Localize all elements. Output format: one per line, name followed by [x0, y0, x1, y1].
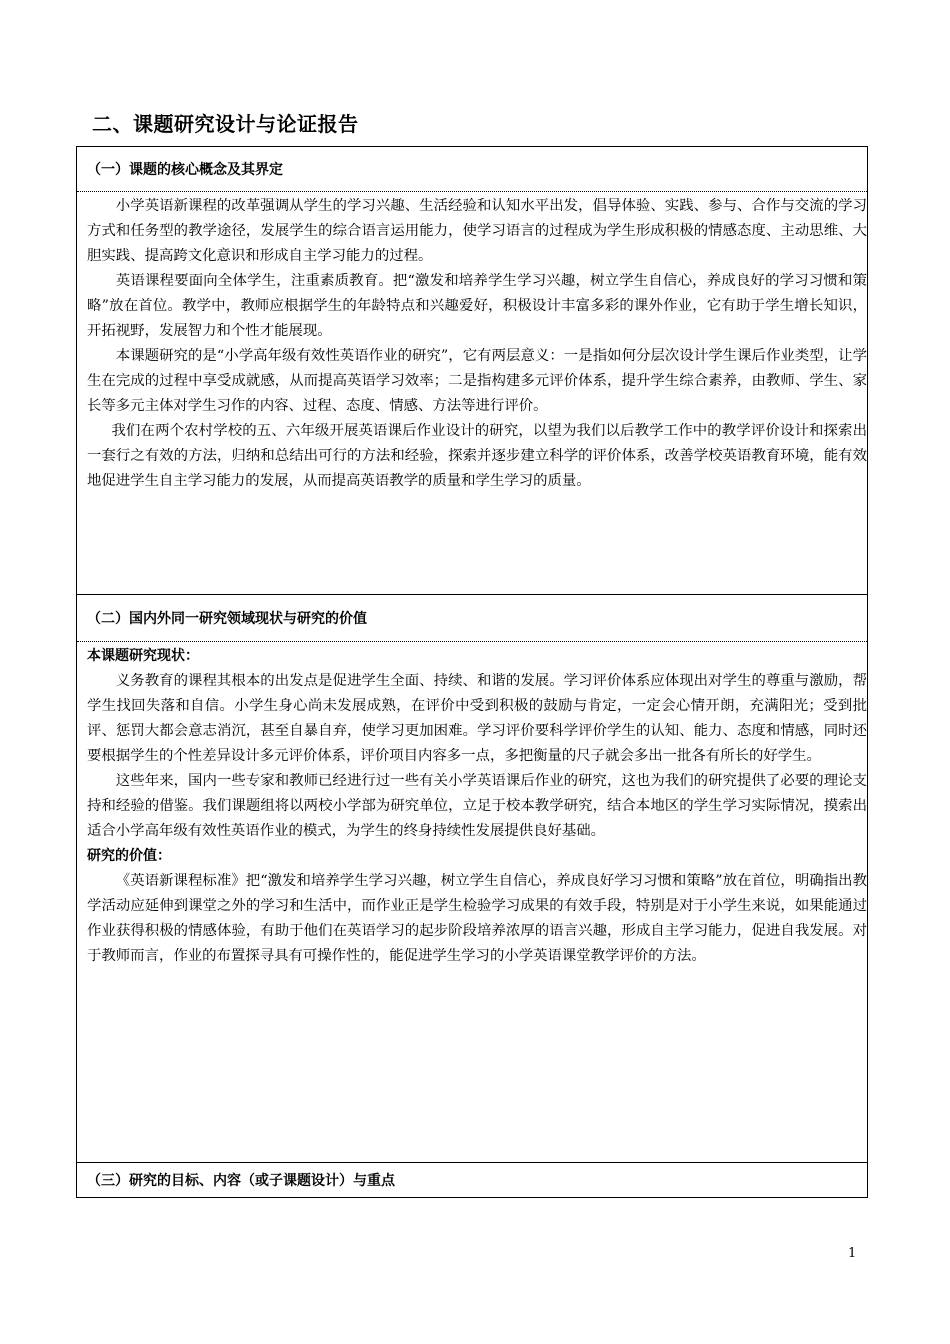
paragraph: 《英语新课程标准》把“激发和培养学生学习兴趣，树立学生自信心，养成良好学习习惯和策略”放在首位，明确指出教学活动应延伸到课堂之外的学习和生活中，而作业正是学生检验学习成果的有效手段，特别是对于小学生来说，如果能通过作业获得积极的情感体验，有助于他们在英语学习的起步阶段培养浓厚的语言兴趣，形成自主学习能力，促进自我发展。对于教师而言，作业的布置探寻具有可操作性的，能促进学生学习的小学英语课堂教学评价的方法。 [87, 873, 867, 964]
section-3-header: （三）研究的目标、内容（或子课题设计）与重点 [87, 1173, 395, 1189]
paragraph: 这些年来，国内一些专家和教师已经进行过一些有关小学英语课后作业的研究，这也为我们的研究提供了必要的理论支持和经验的借鉴。我们课题组将以两校小学部为研究单位，立足于校本教学研究，结合本地区的学生学习实际情况，摸索出适合小学高年级有效性英语作业的模式，为学生的终身持续性发展提供良好基础。 [87, 773, 867, 839]
section-2-header: （二）国内外同一研究领域现状与研究的价值 [87, 611, 367, 627]
paragraph: 我们在两个农村学校的五、六年级开展英语课后作业设计的研究，以望为我们以后教学工作中的教学评价设计和探索出一套行之有效的方法，归纳和总结出可行的方法和经验，探索并逐步建立科学的评价体系，改善学校英语教育环境，能有效地促进学生自主学习能力的发展，从而提高英语教学的质量和学生学习的质量。 [87, 423, 867, 489]
paragraph: 义务教育的课程其根本的出发点是促进学生全面、持续、和谐的发展。学习评价体系应体现出对学生的尊重与激励，帮学生找回失落和自信。小学生身心尚未发展成熟，在评价中受到积极的鼓励与肯定，一定会心情开朗，充满阳光；受到批评、惩罚大都会意志消沉，甚至自暴自弃，使学习更加困难。学习评价要科学评价学生的认知、能力、态度和情感，同时还要根据学生的个性差异设计多元评价体系，评价项目内容多一点，多把衡量的尺子就会多出一批各有所长的好学生。 [87, 673, 867, 764]
page-number: 1 [848, 1246, 857, 1261]
section-1-body [87, 194, 867, 494]
value-subheading: 研究的价值： [87, 848, 171, 864]
page-title: 二、课题研究设计与论证报告 [92, 112, 359, 136]
paragraph: 英语课程要面向全体学生，注重素质教育。把“激发和培养学生学习兴趣，树立学生自信心，养成良好的学习习惯和策略”放在首位。教学中，教师应根据学生的年龄特点和兴趣爱好，积极设计丰富多彩的课外作业，它有助于学生增长知识，开拓视野，发展智力和个性才能展现。 [87, 273, 867, 339]
paragraph: 小学英语新课程的改革强调从学生的学习兴趣、生活经验和认知水平出发，倡导体验、实践、参与、合作与交流的学习方式和任务型的教学途径，发展学生的综合语言运用能力，使学习语言的过程成为学生形成积极的情感态度、主动思维、大胆实践、提高跨文化意识和形成自主学习能力的过程。 [87, 198, 867, 264]
report-table [76, 146, 868, 1198]
divider [77, 191, 867, 192]
section-2-body [87, 644, 867, 969]
paragraph: 本课题研究的是“小学高年级有效性英语作业的研究”，它有两层意义：一是指如何分层次设计学生课后作业类型，让学生在完成的过程中享受成就感，从而提高英语学习效率；二是指构建多元评价体系，提升学生综合素养，由教师、学生、家长等多元主体对学生习作的内容、过程、态度、情感、方法等进行评价。 [87, 348, 867, 414]
status-subheading: 本课题研究现状： [87, 648, 199, 664]
divider [77, 641, 867, 642]
section-1-header: （一）课题的核心概念及其界定 [87, 162, 283, 178]
